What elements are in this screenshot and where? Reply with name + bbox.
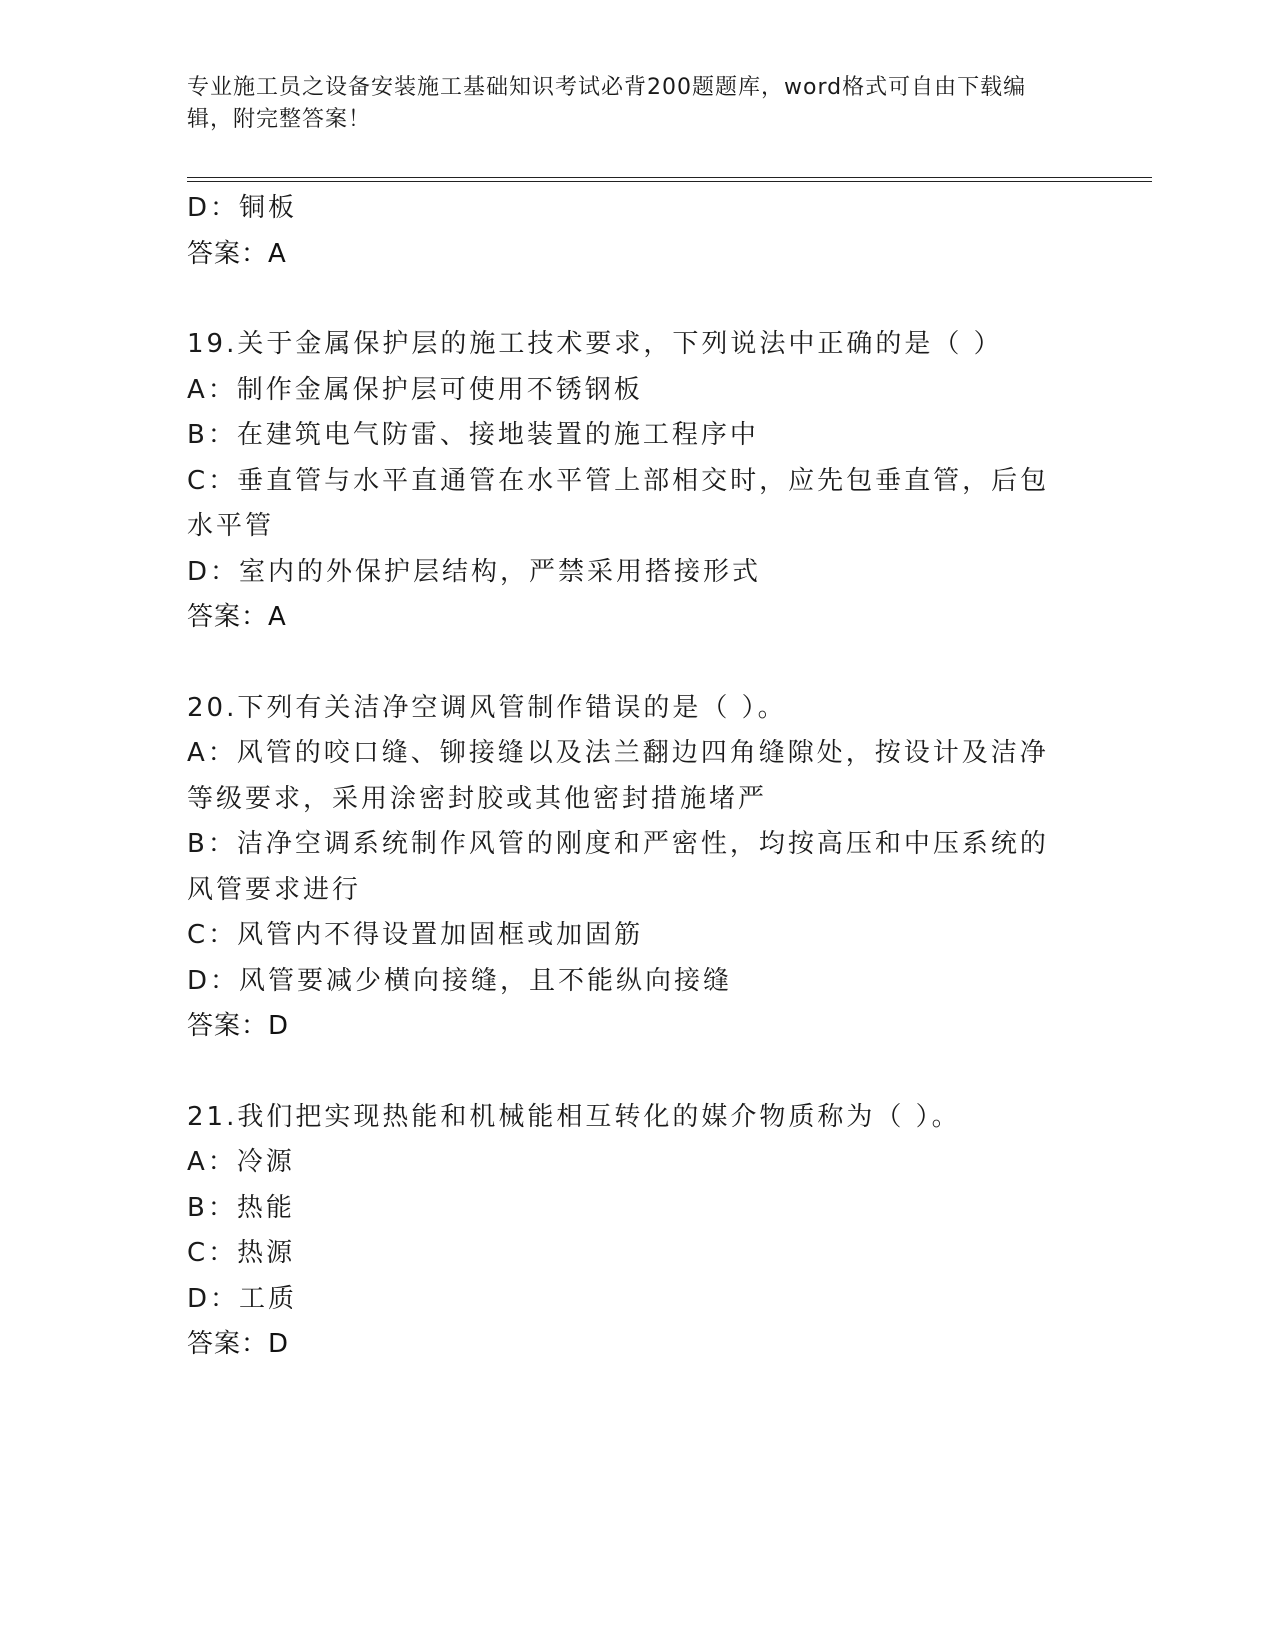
question-21-answer: 答案：D xyxy=(187,1329,290,1359)
question-20-option-a: A：风管的咬口缝、铆接缝以及法兰翻边四角缝隙处，按设计及洁净等级要求，采用涂密封胶或其他密封措施堵严 xyxy=(187,738,1049,814)
question-20 xyxy=(187,686,1087,1050)
header-divider xyxy=(187,177,1152,182)
question-content xyxy=(187,186,1087,1368)
question-21 xyxy=(187,1095,1087,1368)
question-19-option-a: A：制作金属保护层可使用不锈钢板 xyxy=(187,374,643,405)
page-header: 专业施工员之设备安装施工基础知识考试必背200题题库，word格式可自由下载编辑，附完整答案！ xyxy=(187,75,1027,132)
question-21-option-d: D：工质 xyxy=(187,1283,298,1314)
question-19-option-c: C：垂直管与水平直通管在水平管上部相交时，应先包垂直管，后包水平管 xyxy=(187,465,1050,541)
question-20-option-d: D：风管要减少横向接缝，且不能纵向接缝 xyxy=(187,965,733,996)
question-19 xyxy=(187,322,1087,641)
question-21-option-a: A：冷源 xyxy=(187,1147,295,1177)
question-19-option-d: D：室内的外保护层结构，严禁采用搭接形式 xyxy=(187,556,762,587)
question-20-option-b: B：洁净空调系统制作风管的刚度和严密性，均按高压和中压系统的风管要求进行 xyxy=(187,829,1049,905)
question-20-answer: 答案：D xyxy=(187,1011,290,1041)
question-19-option-b: B：在建筑电气防雷、接地装置的施工程序中 xyxy=(187,420,759,450)
question-21-text: 21.我们把实现热能和机械能相互转化的媒介物质称为（ ）。 xyxy=(187,1101,961,1132)
question-21-option-b: B：热能 xyxy=(187,1192,295,1223)
prev-answer: 答案：A xyxy=(187,238,287,269)
question-20-option-c: C：风管内不得设置加固框或加固筋 xyxy=(187,920,644,950)
question-19-text: 19.关于金属保护层的施工技术要求，下列说法中正确的是（ ） xyxy=(187,329,1003,359)
question-19-answer: 答案：A xyxy=(187,602,287,632)
question-20-text: 20.下列有关洁净空调风管制作错误的是（ ）。 xyxy=(187,692,787,723)
prev-option-d: D：铜板 xyxy=(187,193,298,223)
question-21-option-c: C：热源 xyxy=(187,1238,296,1268)
